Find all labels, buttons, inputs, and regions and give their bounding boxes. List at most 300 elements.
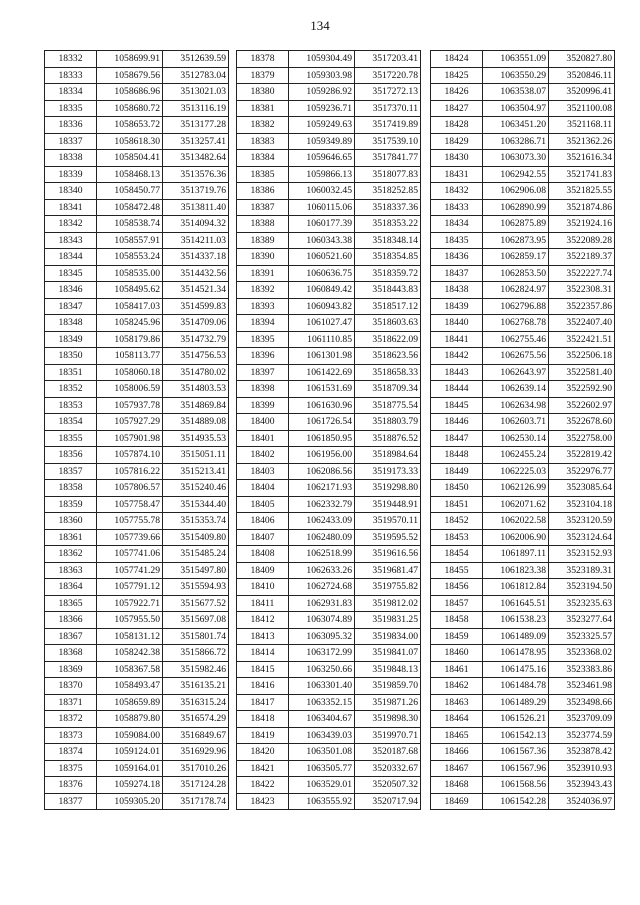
x-coordinate-cell: 1063301.40 xyxy=(289,678,355,695)
table-row xyxy=(45,744,229,761)
y-coordinate-cell: 3522357.86 xyxy=(549,298,615,315)
x-coordinate-cell: 1059304.49 xyxy=(289,51,355,68)
point-id-cell: 18420 xyxy=(237,744,289,761)
x-coordinate-cell: 1061489.09 xyxy=(483,628,549,645)
point-id-cell: 18440 xyxy=(431,315,483,332)
x-coordinate-cell: 1063538.07 xyxy=(483,84,549,101)
y-coordinate-cell: 3514521.34 xyxy=(163,282,229,299)
y-coordinate-cell: 3517841.77 xyxy=(355,150,421,167)
table-row xyxy=(45,315,229,332)
point-id-cell: 18370 xyxy=(45,678,97,695)
x-coordinate-cell: 1057806.57 xyxy=(97,480,163,497)
y-coordinate-cell: 3515344.40 xyxy=(163,496,229,513)
x-coordinate-cell: 1058450.77 xyxy=(97,183,163,200)
x-coordinate-cell: 1058618.30 xyxy=(97,133,163,150)
x-coordinate-cell: 1059274.18 xyxy=(97,777,163,794)
table-row xyxy=(431,430,615,447)
point-id-cell: 18464 xyxy=(431,711,483,728)
point-id-cell: 18409 xyxy=(237,562,289,579)
y-coordinate-cell: 3514869.84 xyxy=(163,397,229,414)
point-id-cell: 18449 xyxy=(431,463,483,480)
y-coordinate-cell: 3519898.30 xyxy=(355,711,421,728)
y-coordinate-cell: 3516929.96 xyxy=(163,744,229,761)
y-coordinate-cell: 3518775.54 xyxy=(355,397,421,414)
x-coordinate-cell: 1058060.18 xyxy=(97,364,163,381)
y-coordinate-cell: 3521168.11 xyxy=(549,117,615,134)
point-id-cell: 18439 xyxy=(431,298,483,315)
table-row xyxy=(237,133,421,150)
point-id-cell: 18339 xyxy=(45,166,97,183)
x-coordinate-cell: 1062643.97 xyxy=(483,364,549,381)
y-coordinate-cell: 3523194.50 xyxy=(549,579,615,596)
point-id-cell: 18430 xyxy=(431,150,483,167)
table-row xyxy=(237,315,421,332)
x-coordinate-cell: 1058242.38 xyxy=(97,645,163,662)
table-row xyxy=(237,447,421,464)
point-id-cell: 18368 xyxy=(45,645,97,662)
table-row xyxy=(431,298,615,315)
point-id-cell: 18406 xyxy=(237,513,289,530)
y-coordinate-cell: 3519448.91 xyxy=(355,496,421,513)
coordinate-table-middle xyxy=(236,50,421,810)
point-id-cell: 18433 xyxy=(431,199,483,216)
point-id-cell: 18376 xyxy=(45,777,97,794)
x-coordinate-cell: 1062755.46 xyxy=(483,331,549,348)
x-coordinate-cell: 1058699.91 xyxy=(97,51,163,68)
x-coordinate-cell: 1062006.90 xyxy=(483,529,549,546)
x-coordinate-cell: 1063073.30 xyxy=(483,150,549,167)
y-coordinate-cell: 3513719.76 xyxy=(163,183,229,200)
y-coordinate-cell: 3520996.41 xyxy=(549,84,615,101)
table-row xyxy=(431,84,615,101)
y-coordinate-cell: 3523325.57 xyxy=(549,628,615,645)
table-row xyxy=(237,595,421,612)
table-row xyxy=(45,595,229,612)
point-id-cell: 18363 xyxy=(45,562,97,579)
point-id-cell: 18360 xyxy=(45,513,97,530)
point-id-cell: 18395 xyxy=(237,331,289,348)
x-coordinate-cell: 1061726.54 xyxy=(289,414,355,431)
y-coordinate-cell: 3520507.32 xyxy=(355,777,421,794)
point-id-cell: 18364 xyxy=(45,579,97,596)
x-coordinate-cell: 1062859.17 xyxy=(483,249,549,266)
point-id-cell: 18405 xyxy=(237,496,289,513)
point-id-cell: 18426 xyxy=(431,84,483,101)
x-coordinate-cell: 1058553.24 xyxy=(97,249,163,266)
x-coordinate-cell: 1062225.03 xyxy=(483,463,549,480)
table-row xyxy=(237,694,421,711)
point-id-cell: 18457 xyxy=(431,595,483,612)
x-coordinate-cell: 1063551.09 xyxy=(483,51,549,68)
table-row xyxy=(237,67,421,84)
y-coordinate-cell: 3514709.06 xyxy=(163,315,229,332)
y-coordinate-cell: 3517272.13 xyxy=(355,84,421,101)
table-row xyxy=(431,579,615,596)
y-coordinate-cell: 3519859.70 xyxy=(355,678,421,695)
table-row xyxy=(431,315,615,332)
x-coordinate-cell: 1058680.72 xyxy=(97,100,163,117)
table-row xyxy=(45,84,229,101)
x-coordinate-cell: 1060115.06 xyxy=(289,199,355,216)
point-id-cell: 18451 xyxy=(431,496,483,513)
table-row xyxy=(45,711,229,728)
y-coordinate-cell: 3519681.47 xyxy=(355,562,421,579)
y-coordinate-cell: 3513576.36 xyxy=(163,166,229,183)
x-coordinate-cell: 1062433.09 xyxy=(289,513,355,530)
point-id-cell: 18417 xyxy=(237,694,289,711)
point-id-cell: 18436 xyxy=(431,249,483,266)
y-coordinate-cell: 3523189.31 xyxy=(549,562,615,579)
y-coordinate-cell: 3522976.77 xyxy=(549,463,615,480)
y-coordinate-cell: 3522189.37 xyxy=(549,249,615,266)
table-row xyxy=(45,298,229,315)
point-id-cell: 18335 xyxy=(45,100,97,117)
table-row xyxy=(237,496,421,513)
x-coordinate-cell: 1062071.62 xyxy=(483,496,549,513)
table-row xyxy=(237,661,421,678)
x-coordinate-cell: 1061567.96 xyxy=(483,760,549,777)
point-id-cell: 18397 xyxy=(237,364,289,381)
table-row xyxy=(237,579,421,596)
point-id-cell: 18371 xyxy=(45,694,97,711)
y-coordinate-cell: 3518709.34 xyxy=(355,381,421,398)
table-row xyxy=(431,414,615,431)
point-id-cell: 18332 xyxy=(45,51,97,68)
x-coordinate-cell: 1059286.92 xyxy=(289,84,355,101)
table-row xyxy=(45,661,229,678)
table-row xyxy=(45,463,229,480)
x-coordinate-cell: 1058879.80 xyxy=(97,711,163,728)
y-coordinate-cell: 3515213.41 xyxy=(163,463,229,480)
x-coordinate-cell: 1063504.97 xyxy=(483,100,549,117)
y-coordinate-cell: 3519173.33 xyxy=(355,463,421,480)
table-row xyxy=(45,364,229,381)
point-id-cell: 18377 xyxy=(45,793,97,810)
point-id-cell: 18351 xyxy=(45,364,97,381)
y-coordinate-cell: 3521825.55 xyxy=(549,183,615,200)
x-coordinate-cell: 1062603.71 xyxy=(483,414,549,431)
point-id-cell: 18431 xyxy=(431,166,483,183)
table-row xyxy=(431,51,615,68)
y-coordinate-cell: 3521741.83 xyxy=(549,166,615,183)
point-id-cell: 18346 xyxy=(45,282,97,299)
point-id-cell: 18403 xyxy=(237,463,289,480)
y-coordinate-cell: 3523461.98 xyxy=(549,678,615,695)
y-coordinate-cell: 3513482.64 xyxy=(163,150,229,167)
y-coordinate-cell: 3515409.80 xyxy=(163,529,229,546)
x-coordinate-cell: 1057816.22 xyxy=(97,463,163,480)
y-coordinate-cell: 3515497.80 xyxy=(163,562,229,579)
point-id-cell: 18469 xyxy=(431,793,483,810)
y-coordinate-cell: 3522758.00 xyxy=(549,430,615,447)
x-coordinate-cell: 1063074.89 xyxy=(289,612,355,629)
x-coordinate-cell: 1063555.92 xyxy=(289,793,355,810)
y-coordinate-cell: 3521924.16 xyxy=(549,216,615,233)
table-row xyxy=(431,529,615,546)
point-id-cell: 18392 xyxy=(237,282,289,299)
y-coordinate-cell: 3518984.64 xyxy=(355,447,421,464)
x-coordinate-cell: 1063529.01 xyxy=(289,777,355,794)
x-coordinate-cell: 1060343.38 xyxy=(289,232,355,249)
y-coordinate-cell: 3515240.46 xyxy=(163,480,229,497)
y-coordinate-cell: 3522581.40 xyxy=(549,364,615,381)
y-coordinate-cell: 3518876.52 xyxy=(355,430,421,447)
y-coordinate-cell: 3513257.41 xyxy=(163,133,229,150)
point-id-cell: 18340 xyxy=(45,183,97,200)
x-coordinate-cell: 1061812.84 xyxy=(483,579,549,596)
point-id-cell: 18344 xyxy=(45,249,97,266)
y-coordinate-cell: 3515353.74 xyxy=(163,513,229,530)
y-coordinate-cell: 3523709.09 xyxy=(549,711,615,728)
table-row xyxy=(431,150,615,167)
y-coordinate-cell: 3520187.68 xyxy=(355,744,421,761)
y-coordinate-cell: 3519298.80 xyxy=(355,480,421,497)
x-coordinate-cell: 1058504.41 xyxy=(97,150,163,167)
y-coordinate-cell: 3520827.80 xyxy=(549,51,615,68)
x-coordinate-cell: 1063095.32 xyxy=(289,628,355,645)
point-id-cell: 18427 xyxy=(431,100,483,117)
x-coordinate-cell: 1057937.78 xyxy=(97,397,163,414)
table-row xyxy=(237,430,421,447)
point-id-cell: 18359 xyxy=(45,496,97,513)
table-row xyxy=(431,133,615,150)
x-coordinate-cell: 1062890.99 xyxy=(483,199,549,216)
y-coordinate-cell: 3520717.94 xyxy=(355,793,421,810)
coordinate-table-right xyxy=(430,50,615,810)
table-row xyxy=(45,546,229,563)
table-row xyxy=(431,249,615,266)
y-coordinate-cell: 3523104.18 xyxy=(549,496,615,513)
table-row xyxy=(237,628,421,645)
y-coordinate-cell: 3522089.28 xyxy=(549,232,615,249)
point-id-cell: 18353 xyxy=(45,397,97,414)
point-id-cell: 18402 xyxy=(237,447,289,464)
y-coordinate-cell: 3517539.10 xyxy=(355,133,421,150)
point-id-cell: 18357 xyxy=(45,463,97,480)
y-coordinate-cell: 3519595.52 xyxy=(355,529,421,546)
y-coordinate-cell: 3519831.25 xyxy=(355,612,421,629)
y-coordinate-cell: 3519834.00 xyxy=(355,628,421,645)
x-coordinate-cell: 1062724.68 xyxy=(289,579,355,596)
table-row xyxy=(431,100,615,117)
x-coordinate-cell: 1061110.85 xyxy=(289,331,355,348)
y-coordinate-cell: 3521362.26 xyxy=(549,133,615,150)
point-id-cell: 18415 xyxy=(237,661,289,678)
x-coordinate-cell: 1061027.47 xyxy=(289,315,355,332)
point-id-cell: 18343 xyxy=(45,232,97,249)
x-coordinate-cell: 1062022.58 xyxy=(483,513,549,530)
y-coordinate-cell: 3522421.51 xyxy=(549,331,615,348)
x-coordinate-cell: 1057741.29 xyxy=(97,562,163,579)
y-coordinate-cell: 3521616.34 xyxy=(549,150,615,167)
y-coordinate-cell: 3523943.43 xyxy=(549,777,615,794)
y-coordinate-cell: 3519970.71 xyxy=(355,727,421,744)
table-row xyxy=(237,298,421,315)
table-row xyxy=(45,777,229,794)
x-coordinate-cell: 1061475.16 xyxy=(483,661,549,678)
coordinate-table-left xyxy=(44,50,229,810)
point-id-cell: 18460 xyxy=(431,645,483,662)
y-coordinate-cell: 3518658.33 xyxy=(355,364,421,381)
table-row xyxy=(237,645,421,662)
table-row xyxy=(45,249,229,266)
x-coordinate-cell: 1063250.66 xyxy=(289,661,355,678)
table-row xyxy=(431,232,615,249)
table-row xyxy=(431,67,615,84)
point-id-cell: 18461 xyxy=(431,661,483,678)
point-id-cell: 18418 xyxy=(237,711,289,728)
table-row xyxy=(237,117,421,134)
table-row xyxy=(431,496,615,513)
point-id-cell: 18333 xyxy=(45,67,97,84)
x-coordinate-cell: 1063451.20 xyxy=(483,117,549,134)
point-id-cell: 18334 xyxy=(45,84,97,101)
x-coordinate-cell: 1062639.14 xyxy=(483,381,549,398)
table-row xyxy=(237,480,421,497)
table-row xyxy=(431,546,615,563)
x-coordinate-cell: 1063404.67 xyxy=(289,711,355,728)
y-coordinate-cell: 3515485.24 xyxy=(163,546,229,563)
table-row xyxy=(431,447,615,464)
table-row xyxy=(431,777,615,794)
table-row xyxy=(431,645,615,662)
table-row xyxy=(431,265,615,282)
x-coordinate-cell: 1058417.03 xyxy=(97,298,163,315)
table-row xyxy=(237,414,421,431)
x-coordinate-cell: 1063352.15 xyxy=(289,694,355,711)
table-row xyxy=(431,117,615,134)
x-coordinate-cell: 1058686.96 xyxy=(97,84,163,101)
y-coordinate-cell: 3512639.59 xyxy=(163,51,229,68)
table-row xyxy=(431,711,615,728)
point-id-cell: 18345 xyxy=(45,265,97,282)
point-id-cell: 18388 xyxy=(237,216,289,233)
x-coordinate-cell: 1061567.36 xyxy=(483,744,549,761)
x-coordinate-cell: 1059124.01 xyxy=(97,744,163,761)
x-coordinate-cell: 1057755.78 xyxy=(97,513,163,530)
point-id-cell: 18454 xyxy=(431,546,483,563)
y-coordinate-cell: 3518622.09 xyxy=(355,331,421,348)
x-coordinate-cell: 1057901.98 xyxy=(97,430,163,447)
x-coordinate-cell: 1062675.56 xyxy=(483,348,549,365)
table-row xyxy=(237,331,421,348)
point-id-cell: 18423 xyxy=(237,793,289,810)
table-row xyxy=(431,216,615,233)
point-id-cell: 18375 xyxy=(45,760,97,777)
table-row xyxy=(237,678,421,695)
table-row xyxy=(431,628,615,645)
y-coordinate-cell: 3513021.03 xyxy=(163,84,229,101)
table-row xyxy=(45,183,229,200)
table-row xyxy=(45,216,229,233)
point-id-cell: 18452 xyxy=(431,513,483,530)
point-id-cell: 18455 xyxy=(431,562,483,579)
x-coordinate-cell: 1059084.00 xyxy=(97,727,163,744)
table-row xyxy=(237,282,421,299)
y-coordinate-cell: 3524036.97 xyxy=(549,793,615,810)
point-id-cell: 18413 xyxy=(237,628,289,645)
y-coordinate-cell: 3513116.19 xyxy=(163,100,229,117)
y-coordinate-cell: 3522506.18 xyxy=(549,348,615,365)
table-row xyxy=(45,612,229,629)
x-coordinate-cell: 1062768.78 xyxy=(483,315,549,332)
x-coordinate-cell: 1062171.93 xyxy=(289,480,355,497)
table-row xyxy=(237,463,421,480)
y-coordinate-cell: 3523277.64 xyxy=(549,612,615,629)
table-row xyxy=(431,612,615,629)
point-id-cell: 18373 xyxy=(45,727,97,744)
table-row xyxy=(237,612,421,629)
y-coordinate-cell: 3521100.08 xyxy=(549,100,615,117)
x-coordinate-cell: 1058495.62 xyxy=(97,282,163,299)
y-coordinate-cell: 3520846.11 xyxy=(549,67,615,84)
table-row xyxy=(431,364,615,381)
point-id-cell: 18444 xyxy=(431,381,483,398)
point-id-cell: 18372 xyxy=(45,711,97,728)
x-coordinate-cell: 1061531.69 xyxy=(289,381,355,398)
table-row xyxy=(237,84,421,101)
x-coordinate-cell: 1058367.58 xyxy=(97,661,163,678)
table-row xyxy=(431,199,615,216)
y-coordinate-cell: 3523774.59 xyxy=(549,727,615,744)
table-row xyxy=(45,199,229,216)
y-coordinate-cell: 3518353.22 xyxy=(355,216,421,233)
y-coordinate-cell: 3516849.67 xyxy=(163,727,229,744)
y-coordinate-cell: 3518348.14 xyxy=(355,232,421,249)
table-row xyxy=(45,265,229,282)
point-id-cell: 18414 xyxy=(237,645,289,662)
point-id-cell: 18385 xyxy=(237,166,289,183)
x-coordinate-cell: 1059164.01 xyxy=(97,760,163,777)
y-coordinate-cell: 3516315.24 xyxy=(163,694,229,711)
y-coordinate-cell: 3515697.08 xyxy=(163,612,229,629)
table-row xyxy=(45,67,229,84)
table-row xyxy=(45,397,229,414)
table-row xyxy=(431,282,615,299)
y-coordinate-cell: 3523152.93 xyxy=(549,546,615,563)
x-coordinate-cell: 1061568.56 xyxy=(483,777,549,794)
x-coordinate-cell: 1059349.89 xyxy=(289,133,355,150)
point-id-cell: 18434 xyxy=(431,216,483,233)
x-coordinate-cell: 1062530.14 xyxy=(483,430,549,447)
x-coordinate-cell: 1062853.50 xyxy=(483,265,549,282)
point-id-cell: 18338 xyxy=(45,150,97,167)
x-coordinate-cell: 1063439.03 xyxy=(289,727,355,744)
x-coordinate-cell: 1062875.89 xyxy=(483,216,549,233)
point-id-cell: 18381 xyxy=(237,100,289,117)
x-coordinate-cell: 1058179.86 xyxy=(97,331,163,348)
table-row xyxy=(237,265,421,282)
y-coordinate-cell: 3515982.46 xyxy=(163,661,229,678)
x-coordinate-cell: 1059249.63 xyxy=(289,117,355,134)
point-id-cell: 18462 xyxy=(431,678,483,695)
point-id-cell: 18387 xyxy=(237,199,289,216)
point-id-cell: 18348 xyxy=(45,315,97,332)
point-id-cell: 18410 xyxy=(237,579,289,596)
point-id-cell: 18435 xyxy=(431,232,483,249)
y-coordinate-cell: 3523498.66 xyxy=(549,694,615,711)
table-row xyxy=(45,348,229,365)
table-row xyxy=(45,447,229,464)
table-row xyxy=(237,166,421,183)
table-row xyxy=(237,348,421,365)
point-id-cell: 18398 xyxy=(237,381,289,398)
x-coordinate-cell: 1063501.08 xyxy=(289,744,355,761)
point-id-cell: 18399 xyxy=(237,397,289,414)
table-row xyxy=(45,133,229,150)
y-coordinate-cell: 3517419.89 xyxy=(355,117,421,134)
point-id-cell: 18424 xyxy=(431,51,483,68)
